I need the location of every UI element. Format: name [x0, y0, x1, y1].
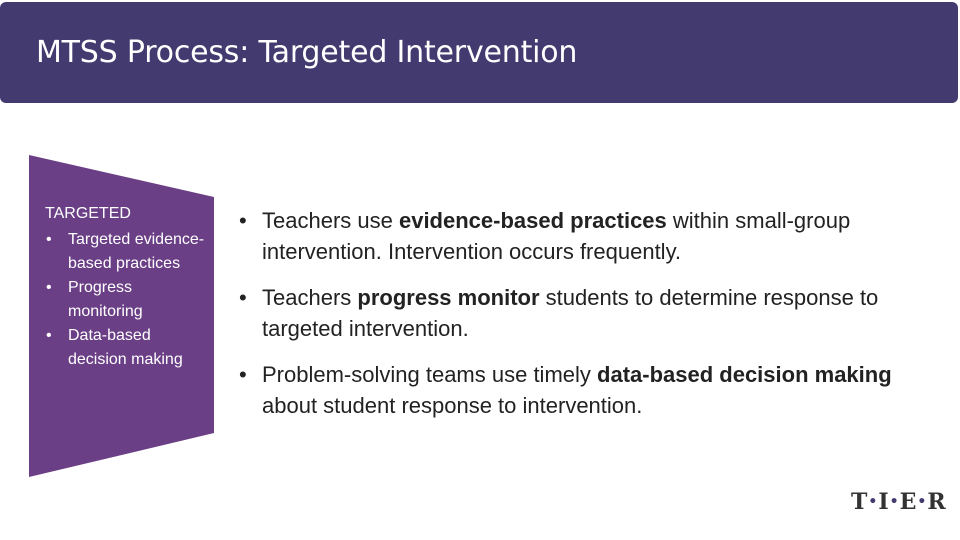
bullet-icon: • — [239, 208, 247, 233]
logo-letter: T — [851, 489, 868, 515]
bullet-icon: • — [46, 231, 52, 248]
bullet-icon: • — [239, 362, 247, 387]
tier-box-heading: TARGETED — [45, 205, 131, 222]
tier-box-item — [45, 324, 205, 372]
main-points-list — [239, 205, 899, 436]
main-point-text: within small-group intervention. Intervention occurs frequently. — [262, 208, 851, 264]
tier-box — [45, 202, 205, 372]
logo-letter: R — [927, 489, 946, 515]
main-point — [239, 359, 899, 421]
tier-box-item-text: Targeted evidence-based practices — [68, 231, 205, 272]
main-point-text: students to determine response to targeted intervention. — [262, 285, 879, 341]
tier-box-item — [45, 276, 205, 324]
tier-box-item — [45, 228, 205, 276]
bullet-icon: • — [239, 285, 247, 310]
tier-box-list — [45, 228, 205, 372]
main-point-text: Teachers — [262, 285, 358, 310]
main-point-text: about student response to intervention. — [262, 393, 643, 418]
tier-box-item-text: Data-based decision making — [68, 327, 183, 368]
tier-box-item-text: Progress monitoring — [68, 279, 143, 320]
main-point — [239, 282, 899, 344]
main-point — [239, 205, 899, 267]
logo-dot-icon: • — [868, 494, 878, 510]
tier-logo — [851, 487, 946, 517]
main-point-text: Problem-solving teams use timely — [262, 362, 598, 387]
bullet-icon: • — [46, 327, 52, 344]
bullet-icon: • — [46, 279, 52, 296]
logo-letter: E — [899, 489, 917, 515]
logo-letter: I — [878, 489, 889, 515]
logo-dot-icon: • — [917, 494, 927, 510]
main-point-text: Teachers use — [262, 208, 399, 233]
slide-title: MTSS Process: Targeted Intervention — [36, 35, 578, 70]
title-bar — [0, 2, 958, 103]
main-point-emphasis: progress monitor — [357, 285, 540, 310]
main-point-emphasis: evidence-based practices — [398, 208, 667, 233]
main-point-emphasis: data-based decision making — [597, 362, 892, 387]
logo-dot-icon: • — [889, 494, 899, 510]
